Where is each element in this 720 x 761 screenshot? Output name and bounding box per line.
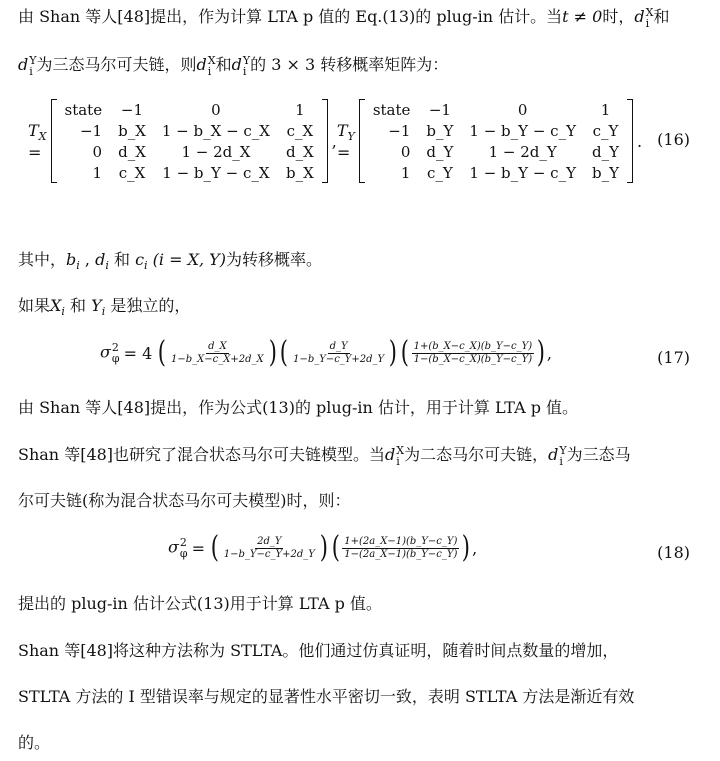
matrix-row bbox=[365, 120, 627, 141]
frac1-den: 1−b_X−c_X+2d_X bbox=[171, 353, 264, 365]
para-stlta-line-2: STLTA 方法的 I 型错误率与规定的显著性水平密切一致，表明 STLTA 方法是渐近有效 bbox=[18, 687, 635, 706]
d-symbol: d bbox=[231, 55, 242, 74]
frac2-den: 1−(2a_X−1)(b_Y−c_Y) bbox=[344, 548, 458, 560]
matrix-cell: d_X bbox=[286, 142, 314, 161]
para-intro-line-1 bbox=[18, 6, 702, 29]
t-condition: t ≠ 0 bbox=[562, 7, 603, 26]
ty-label: $T_Y$ = bbox=[336, 120, 355, 162]
para-mixed-state-line-2: 尔可夫链(称为混合状态马尔可夫模型)时，则： bbox=[18, 491, 351, 510]
para-mixed-state-line-1 bbox=[18, 444, 702, 467]
para-stlta-line-1: Shan 等[48]将这种方法称为 STLTA。他们通过仿真证明，随着时间点数量的增加， bbox=[18, 641, 619, 660]
y-symbol: Y bbox=[91, 296, 102, 315]
matrix-cell: −1 bbox=[428, 100, 451, 119]
independent-tail: 是独立的， bbox=[110, 296, 191, 315]
frac1-den: 1−b_Y−c_Y+2d_Y bbox=[223, 548, 315, 560]
equation-16 bbox=[28, 98, 643, 184]
tx-t: T bbox=[28, 120, 39, 140]
and-text: 和 bbox=[215, 55, 232, 74]
and-text: 和 bbox=[113, 250, 130, 269]
matrix-cell: c_X bbox=[118, 163, 146, 182]
sigma: σ bbox=[100, 342, 111, 362]
matrix-cell: c_Y bbox=[592, 121, 619, 140]
frac1-num: d_X bbox=[208, 340, 227, 352]
matrix-cell: 1 bbox=[295, 100, 305, 119]
sup-2: 2 bbox=[111, 341, 119, 354]
and-text: 和 bbox=[70, 296, 87, 315]
d-symbol: d bbox=[548, 445, 559, 464]
d-symbol: d bbox=[196, 55, 207, 74]
matrix-cell: b_X bbox=[286, 163, 314, 182]
matrix-cell: 1 − 2d_Y bbox=[488, 142, 557, 161]
sub-i: i bbox=[61, 305, 65, 318]
c-symbol: c bbox=[135, 250, 145, 269]
equation-17: σ 2 φ = 4 ( $\frac{d\_X}{1-b\_X-c\_X+2d\_X}$ ) ( $\frac{d\_Y}{1-b\_Y-c\_Y+2d\_Y}$ ) ( $\frac{1+(b\_X-c\_X)(b\_Y-c\_Y)}{1-(b\_X-c\_X)(b\_Y-c\_Y)}$ ) , bbox=[100, 335, 552, 370]
tx-label: $T_X$ = bbox=[28, 120, 47, 162]
sup-x: X bbox=[645, 5, 654, 19]
b-symbol: b bbox=[66, 250, 77, 269]
d-symbol: d bbox=[634, 7, 645, 26]
sub-i: i bbox=[207, 64, 212, 78]
matrix-cell: −1 bbox=[388, 121, 411, 140]
d-i-y-symbol bbox=[232, 54, 251, 77]
matrix-cell: state bbox=[372, 100, 411, 119]
comma: , bbox=[84, 250, 90, 269]
mixed-text-c: 为三态马 bbox=[566, 445, 631, 464]
fraction-2 bbox=[342, 536, 459, 561]
para-independence bbox=[18, 295, 702, 323]
x-symbol: X bbox=[50, 296, 62, 315]
equation-end: , bbox=[472, 538, 478, 558]
d-symbol: d bbox=[385, 445, 396, 464]
sub-i: i bbox=[101, 305, 106, 318]
equation-number-17: (17) bbox=[657, 348, 690, 367]
line2-text: 为三态马尔可夫链，则 bbox=[36, 55, 197, 74]
equation-end: . bbox=[636, 131, 643, 151]
sub-i: i bbox=[242, 64, 247, 78]
d-i-x-symbol bbox=[634, 6, 653, 29]
matrix-cell: 1 − b_Y − c_X bbox=[162, 163, 270, 182]
equation-18: σ 2 φ = ( $\frac{2d\_Y}{1-b\_Y-c\_Y+2d\_Y}$ ) ( $\frac{1+(2a\_X-1)(b\_Y-c\_Y)}{1-(2a\_X-1)(b\_Y-c\_Y)}$ ) , bbox=[168, 530, 478, 565]
matrix-cell: b_Y bbox=[426, 121, 454, 140]
matrix-cell: d_Y bbox=[426, 142, 454, 161]
sup-x: X bbox=[396, 443, 405, 457]
equation-number-18: (18) bbox=[657, 543, 690, 562]
matrix-cell: 0 bbox=[517, 100, 528, 119]
frac1-num: 2d_Y bbox=[257, 535, 282, 547]
ty-matrix bbox=[359, 99, 633, 183]
frac2-num: 1+(2a_X−1)(b_Y−c_Y) bbox=[344, 535, 458, 547]
matrix-cell: 0 bbox=[92, 142, 103, 161]
ty-t: T bbox=[336, 120, 348, 140]
d-i-x-symbol bbox=[197, 54, 216, 77]
mixed-text-b: 为二态马尔可夫链， bbox=[404, 445, 549, 464]
fraction-2 bbox=[291, 341, 386, 366]
ty-sub: Y bbox=[347, 129, 355, 143]
where-tail: 为转移概率。 bbox=[225, 250, 322, 269]
d-symbol: d bbox=[18, 55, 29, 74]
frac2-num: d_Y bbox=[329, 340, 348, 352]
sub-i: i bbox=[559, 454, 563, 468]
d-symbol: d bbox=[95, 250, 106, 269]
matrix-cell: 0 bbox=[211, 100, 221, 119]
matrix-cell: 1 − b_Y − c_Y bbox=[469, 121, 576, 140]
matrix-cell: b_Y bbox=[591, 163, 619, 182]
para-where bbox=[18, 249, 702, 277]
d-i-y-symbol bbox=[18, 54, 37, 77]
sup-2: 2 bbox=[179, 536, 187, 549]
sub-i: i bbox=[645, 16, 650, 30]
matrix-cell: −1 bbox=[120, 100, 144, 119]
matrix-cell: 1 − b_Y − c_Y bbox=[469, 163, 576, 182]
equals: = bbox=[191, 538, 206, 558]
sup-y: Y bbox=[29, 53, 37, 67]
matrix-row bbox=[57, 120, 322, 141]
equation-number-16: (16) bbox=[657, 130, 690, 149]
matrix-cell: 1 − 2d_X bbox=[181, 142, 251, 161]
para-plugin-formula: 提出的 plug-in 估计公式(13)用于计算 LTA p 值。 bbox=[18, 594, 382, 613]
para-shan-plugin: 由 Shan 等人[48]提出，作为公式(13)的 plug-in 估计，用于计算 LTA p 值。 bbox=[18, 398, 579, 417]
if-lead: 如果 bbox=[18, 296, 51, 315]
sub-phi: φ bbox=[179, 547, 188, 560]
sub-i: i bbox=[144, 259, 148, 272]
frac2-den: 1−b_Y−c_Y+2d_Y bbox=[293, 353, 385, 365]
matrix-row bbox=[365, 141, 627, 162]
matrix-cell: b_X bbox=[118, 121, 146, 140]
intro-tail: 时， bbox=[602, 7, 635, 26]
matrix-cell: c_Y bbox=[426, 163, 453, 182]
matrix-row bbox=[365, 99, 627, 120]
para-intro-line-2 bbox=[18, 54, 702, 77]
where-lead: 其中， bbox=[18, 250, 67, 269]
sub-i: i bbox=[76, 259, 80, 272]
matrix-cell: 1 − b_X − c_X bbox=[161, 121, 270, 140]
d-i-y-symbol bbox=[548, 444, 567, 467]
sub-i: i bbox=[29, 64, 33, 78]
sigma: σ bbox=[168, 537, 179, 557]
equals-four: = 4 bbox=[123, 343, 153, 363]
sub-i: i bbox=[105, 259, 109, 272]
tx-sub: X bbox=[38, 129, 47, 143]
sup-x: X bbox=[207, 53, 216, 67]
matrix-cell: 1 bbox=[92, 163, 103, 182]
frac3-den: 1−(b_X−c_X)(b_Y−c_Y) bbox=[413, 353, 533, 365]
tx-matrix bbox=[51, 99, 328, 183]
para-stlta-line-3: 的。 bbox=[18, 733, 51, 752]
matrix-row bbox=[57, 162, 322, 183]
matrix-cell: 1 bbox=[600, 100, 611, 119]
matrix-cell: c_X bbox=[286, 121, 314, 140]
index-range: (i = X, Y) bbox=[152, 250, 226, 269]
matrix-cell: state bbox=[64, 100, 103, 119]
mixed-text-a: Shan 等[48]也研究了混合状态马尔可夫链模型。当 bbox=[18, 445, 386, 464]
sub-phi: φ bbox=[111, 352, 120, 365]
matrix-cell: 1 bbox=[400, 163, 411, 182]
sigma-lhs bbox=[168, 537, 188, 559]
fraction-1 bbox=[222, 536, 317, 561]
matrix-cell: d_Y bbox=[591, 142, 619, 161]
sup-y: Y bbox=[559, 443, 567, 457]
matrix-row bbox=[365, 162, 627, 183]
matrix-cell: d_X bbox=[118, 142, 146, 161]
matrix-cell: 0 bbox=[400, 142, 411, 161]
fraction-3 bbox=[412, 341, 535, 366]
fraction-1 bbox=[169, 341, 266, 366]
sup-y: Y bbox=[242, 53, 251, 67]
frac3-num: 1+(b_X−c_X)(b_Y−c_Y) bbox=[413, 340, 533, 352]
d-i-x-symbol bbox=[385, 444, 404, 467]
sigma-lhs bbox=[100, 342, 120, 364]
matrix-row bbox=[57, 99, 322, 120]
matrix-separator: , bbox=[331, 131, 337, 151]
matrix-cell: −1 bbox=[79, 121, 103, 140]
matrix-row bbox=[57, 141, 322, 162]
equation-end: , bbox=[546, 343, 552, 363]
sub-i: i bbox=[396, 454, 400, 468]
intro-text: 由 Shan 等人[48]提出，作为计算 LTA p 值的 Eq.(13)的 plug-in 估计。当 bbox=[18, 7, 563, 26]
matrix-intro: 的 3 × 3 转移概率矩阵为： bbox=[250, 55, 449, 74]
and-text: 和 bbox=[653, 7, 670, 26]
